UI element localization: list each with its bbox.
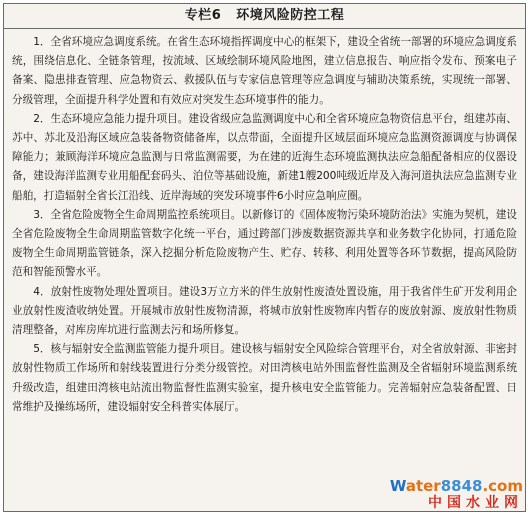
paragraph-item-1: 1．全省环境应急调度系统。在省生态环境指挥调度中心的框架下，建设全省统一部署的环境应急调度系统，围绕信息化、全链条管理，按流域、区域绘制环境风险地图，建立信息报告、响应指令发布、预案电子备案、隐患排查管理、应急物资云、救援队伍与专家信息管理等应急调度与辅助决策系统，实现统一部署、分级管理，全面提升科学处置和有效应对突发生态环境事件的能力。 xyxy=(12,36,517,106)
paragraph-item-3: 3．全省危险废物全生命周期监控系统项目。以新修订的《固体废物污染环境防治法》实施为契机，建设全省危险废物全生命周期监管数字化统一平台，通过跨部门涉废数据资源共享和业务数字化协同，打通危险废物全生命周期监管链条，深入挖掘分析危险废物产生、贮存、转移、利用处置等各环节数据，提高风险防范和智能预警水平。 xyxy=(12,208,517,279)
panel-content xyxy=(4,29,525,417)
watermark-logo: Water8848.com xyxy=(389,477,523,495)
panel-title-text: 环境风险防控工程 xyxy=(236,8,345,23)
panel-title xyxy=(4,4,525,29)
paragraph-item-2: 2．生态环境应急能力提升项目。建设省级应急监测调度中心和全省环境应急物资信息平台，组建苏南、苏中、苏北及沿海区域应急装备物资储备库，以点带面，全面提升区域层面环境应急监测资源调度与协调保障能力；兼顾海洋环境应急监测与日常监测需要，为在建的近海生态环境监测执法应急船配备相应的仪器设备，建设海洋监测专业用船配套码头、泊位等基础设施，新建1艘200吨级近岸及入海河道执法应急监测专业船舶，打造辐射全省长江沿线、近岸海域的突发环境事件6小时应急响应圈。 xyxy=(12,112,517,202)
paragraph-item-5: 5．核与辐射安全监测监管能力提升项目。建设核与辐射安全风险综合管理平台，对全省放射源、非密封放射性物质工作场所和射线装置进行分类分级管控。对田湾核电站外围监督性监测及全省辐射环境监测系统升级改造，组建田湾核电站流出物监督性监测实验室，提升核电安全监管能力。完善辐射应急装备配置、日常维护及操练场所，建设辐射安全科普实体展厅。 xyxy=(12,343,517,413)
paragraph-item-4: 4．放射性废物处理处置项目。建设3万立方米的伴生放射性废渣处置设施，用于我省伴生矿开发利用企业放射性废渣收纳处置。开展城市放射性废物清源，将城市放射性废物库内暂存的废放射源、废放射性物质清理整备，对库房库坑进行监测去污和场所修复。 xyxy=(12,285,517,337)
watermark-site-name: 中国水业网 xyxy=(428,495,523,511)
panel-title-prefix: 专栏6 xyxy=(184,8,222,23)
feature-panel xyxy=(3,3,526,512)
